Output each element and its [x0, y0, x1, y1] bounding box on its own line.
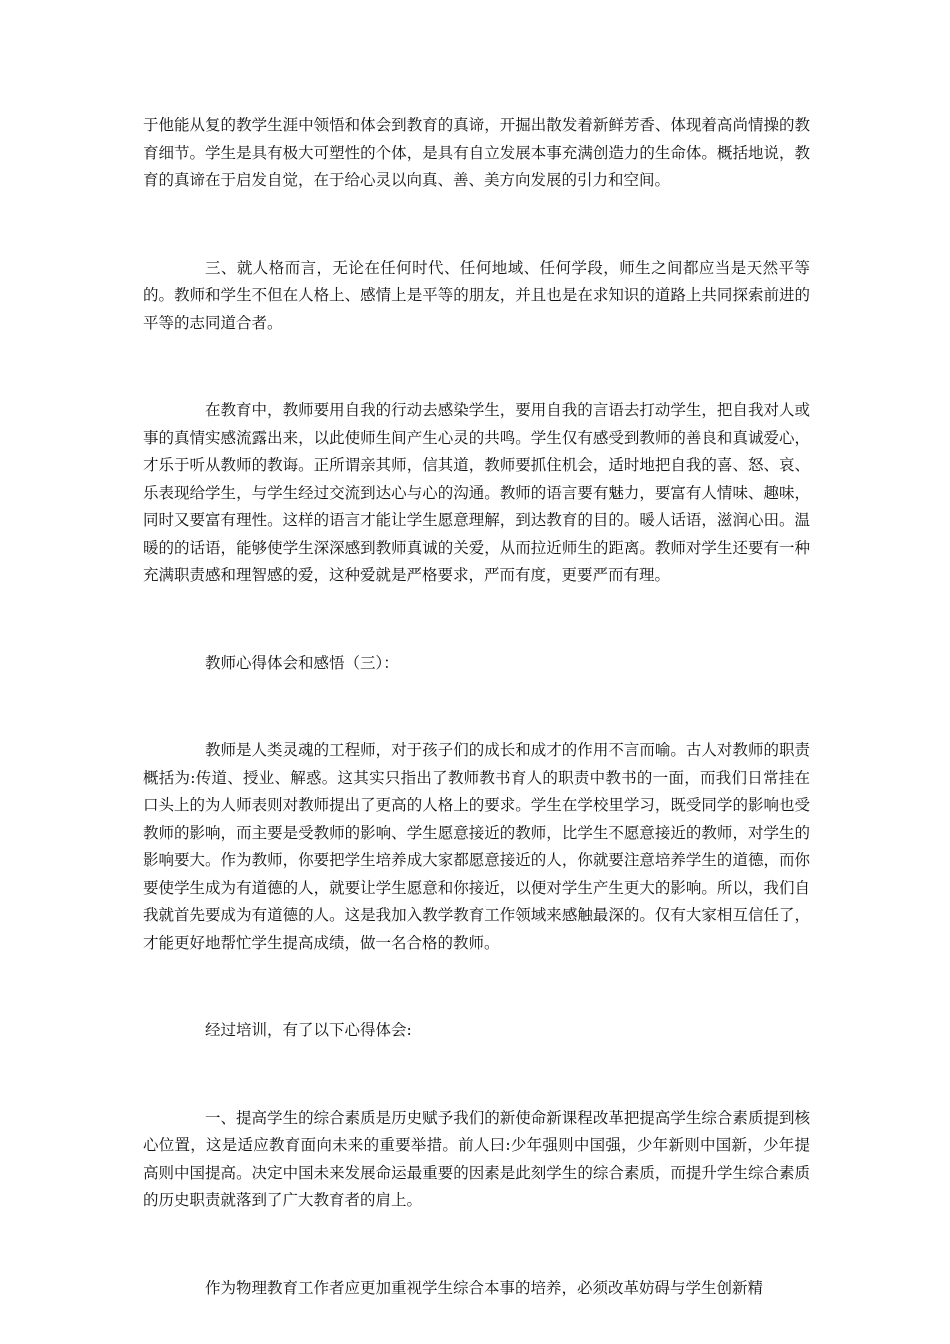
document-body — [143, 112, 810, 1302]
paragraph-point-three: 三、就人格而言，无论在任何时代、任何地域、任何学段，师生之间都应当是天然平等的。教师和学生不但在人格上、感情上是平等的朋友，并且也是在求知识的道路上共同探索前进的平等的志同道合者。 — [143, 258, 810, 332]
paragraph-physics-education: 作为物理教育工作者应更加重视学生综合本事的培养，必须改革妨碍与学生创新精 — [205, 1278, 764, 1297]
paragraph-education-emotion: 在教育中，教师要用自我的行动去感染学生，要用自我的言语去打动学生，把自我对人或事的真情实感流露出来，以此使师生间产生心灵的共鸣。学生仅有感受到教师的善良和真诚爱心，才乐于听从教师的教诲。正所谓亲其师，信其道，教师要抓住机会，适时地把自我的喜、怒、哀、乐表现给学生，与学生经过交流到达心与心的沟通。教师的语言要有魅力，要富有人情味、趣味，同时又要富有理性。这样的语言才能让学生愿意理解，到达教育的目的。暖人话语，滋润心田。温暖的的话语，能够使学生深深感到教师真诚的关爱，从而拉近师生的距离。教师对学生还要有一种充满职责感和理智感的爱，这种爱就是严格要求，严而有度，更要严而有理。 — [143, 401, 810, 584]
paragraph-teacher-role: 教师是人类灵魂的工程师，对于孩子们的成长和成才的作用不言而喻。古人对教师的职责概括为:传道、授业、解惑。这其实只指出了教师教书育人的职责中教书的一面，而我们日常挂在口头上的为人师表则对教师提出了更高的人格上的要求。学生在学校里学习，既受同学的影响也受教师的影响，而主要是受教师的影响、学生愿意接近的教师，比学生不愿意接近的教师，对学生的影响要大。作为教师，你要把学生培养成大家都愿意接近的人，你就要注意培养学生的道德，而你要使学生成为有道德的人，就要让学生愿意和你接近，以便对学生产生更大的影响。所以，我们自我就首先要成为有道德的人。这是我加入教学教育工作领域来感触最深的。仅有大家相互信任了，才能更好地帮忙学生提高成绩，做一名合格的教师。 — [143, 741, 810, 952]
paragraph-point-one: 一、提高学生的综合素质是历史赋予我们的新使命新课程改革把提高学生综合素质提到核心位置，这是适应教育面向未来的重要举措。前人曰:少年强则中国强，少年新则中国新，少年提高则中国提高。决定中国未来发展命运最重要的因素是此刻学生的综合素质，而提升学生综合素质的历史职责就落到了广大教育者的肩上。 — [143, 1108, 810, 1209]
paragraph-continued: 于他能从复的教学生涯中领悟和体会到教育的真谛，开掘出散发着新鲜芳香、体现着高尚情操的教育细节。学生是具有极大可塑性的个体，是具有自立发展本事充满创造力的生命体。概括地说，教育的真谛在于启发自觉，在于给心灵以向真、善、美方向发展的引力和空间。 — [143, 116, 810, 189]
section-heading: 教师心得体会和感悟（三）： — [205, 653, 399, 672]
paragraph-training-intro: 经过培训，有了以下心得体会: — [205, 1021, 412, 1039]
